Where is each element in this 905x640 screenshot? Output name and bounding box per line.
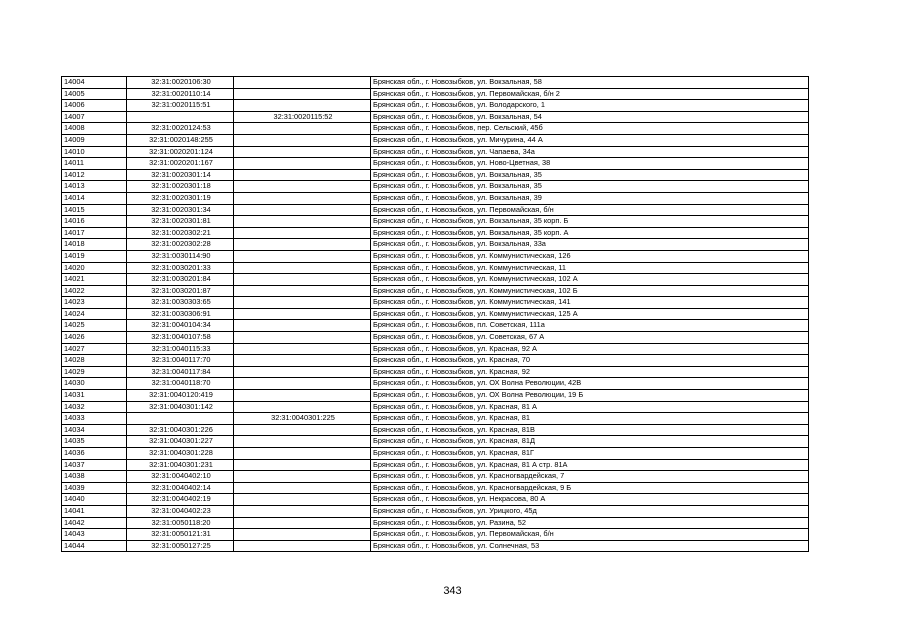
- cell-cadastral-number: 32:31:0020110:14: [127, 88, 234, 100]
- cell-record-number: 14041: [62, 505, 127, 517]
- cell-cadastral-number: 32:31:0050127:25: [127, 540, 234, 552]
- cell-address: Брянская обл., г. Новозыбков, ул. Коммунистическая, 102 А: [371, 274, 809, 286]
- cell-address: Брянская обл., г. Новозыбков, ул. Красная, 92 А: [371, 343, 809, 355]
- table-row: [62, 216, 809, 228]
- cell-cadastral-number: 32:31:0040402:14: [127, 482, 234, 494]
- cell-cadastral-number: 32:31:0020115:51: [127, 100, 234, 112]
- table-row: [62, 332, 809, 344]
- cell-cadastral-number: 32:31:0030114:90: [127, 250, 234, 262]
- cell-record-number: 14024: [62, 308, 127, 320]
- cell-cadastral-number: 32:31:0040301:226: [127, 424, 234, 436]
- table-row: [62, 297, 809, 309]
- table-row: [62, 88, 809, 100]
- cell-cadastral-number-alt: [234, 169, 371, 181]
- cell-record-number: 14008: [62, 123, 127, 135]
- table-row: [62, 459, 809, 471]
- cell-record-number: 14028: [62, 355, 127, 367]
- table-row: [62, 505, 809, 517]
- cell-address: Брянская обл., г. Новозыбков, ул. Красногвардейская, 7: [371, 471, 809, 483]
- table-row: [62, 378, 809, 390]
- cell-cadastral-number-alt: [234, 448, 371, 460]
- cell-address: Брянская обл., г. Новозыбков, ул. Красногвардейская, 9 Б: [371, 482, 809, 494]
- cell-address: Брянская обл., г. Новозыбков, ул. ОХ Волна Революции, 42В: [371, 378, 809, 390]
- cell-address: Брянская обл., г. Новозыбков, пер. Сельский, 45б: [371, 123, 809, 135]
- cell-record-number: 14020: [62, 262, 127, 274]
- table-row: [62, 482, 809, 494]
- cell-cadastral-number-alt: [234, 332, 371, 344]
- cell-record-number: 14009: [62, 134, 127, 146]
- cell-cadastral-number: 32:31:0030201:33: [127, 262, 234, 274]
- table-row: [62, 134, 809, 146]
- cell-cadastral-number-alt: [234, 378, 371, 390]
- cell-cadastral-number-alt: [234, 355, 371, 367]
- cell-cadastral-number-alt: [234, 482, 371, 494]
- table-row: [62, 274, 809, 286]
- table-row: [62, 285, 809, 297]
- table-row: [62, 262, 809, 274]
- cell-cadastral-number: 32:31:0040301:227: [127, 436, 234, 448]
- cell-cadastral-number: 32:31:0040120:419: [127, 390, 234, 402]
- cell-cadastral-number-alt: [234, 262, 371, 274]
- cell-cadastral-number: 32:31:0020301:34: [127, 204, 234, 216]
- cell-record-number: 14006: [62, 100, 127, 112]
- cell-record-number: 14016: [62, 216, 127, 228]
- table-row: [62, 540, 809, 552]
- cell-address: Брянская обл., г. Новозыбков, ул. Разина, 52: [371, 517, 809, 529]
- table-row: [62, 181, 809, 193]
- table-row: [62, 192, 809, 204]
- cell-record-number: 14011: [62, 158, 127, 170]
- cell-cadastral-number-alt: [234, 343, 371, 355]
- cell-record-number: 14030: [62, 378, 127, 390]
- cell-address: Брянская обл., г. Новозыбков, ул. Вокзальная, 39: [371, 192, 809, 204]
- cell-cadastral-number: 32:31:0040301:231: [127, 459, 234, 471]
- table-row: [62, 390, 809, 402]
- cell-cadastral-number-alt: [234, 192, 371, 204]
- cell-address: Брянская обл., г. Новозыбков, ул. Чапаева, 34а: [371, 146, 809, 158]
- table-row: [62, 77, 809, 89]
- cell-address: Брянская обл., г. Новозыбков, ул. Коммунистическая, 141: [371, 297, 809, 309]
- cell-record-number: 14029: [62, 366, 127, 378]
- cell-record-number: 14019: [62, 250, 127, 262]
- cell-cadastral-number-alt: [234, 158, 371, 170]
- cell-cadastral-number-alt: [234, 204, 371, 216]
- cell-address: Брянская обл., г. Новозыбков, ул. Красная, 81Д: [371, 436, 809, 448]
- cell-cadastral-number-alt: [234, 250, 371, 262]
- cell-record-number: 14025: [62, 320, 127, 332]
- cell-address: Брянская обл., г. Новозыбков, ул. Вокзальная, 35: [371, 169, 809, 181]
- cell-address: Брянская обл., г. Новозыбков, ул. Красная, 81В: [371, 424, 809, 436]
- cell-address: Брянская обл., г. Новозыбков, ул. Урицкого, 45д: [371, 505, 809, 517]
- cell-cadastral-number-alt: [234, 401, 371, 413]
- cell-cadastral-number: 32:31:0020201:124: [127, 146, 234, 158]
- table-row: [62, 355, 809, 367]
- table-row: [62, 413, 809, 425]
- page-number: 343: [443, 585, 462, 597]
- cell-cadastral-number: 32:31:0040301:142: [127, 401, 234, 413]
- cell-record-number: 14012: [62, 169, 127, 181]
- cell-record-number: 14007: [62, 111, 127, 123]
- cell-address: Брянская обл., г. Новозыбков, ул. Коммунистическая, 126: [371, 250, 809, 262]
- cell-record-number: 14017: [62, 227, 127, 239]
- cell-address: Брянская обл., г. Новозыбков, ул. Красная, 81 А стр. 81А: [371, 459, 809, 471]
- table-row: [62, 204, 809, 216]
- cell-record-number: 14033: [62, 413, 127, 425]
- cell-record-number: 14023: [62, 297, 127, 309]
- cell-cadastral-number-alt: [234, 424, 371, 436]
- cell-cadastral-number-alt: [234, 297, 371, 309]
- cell-cadastral-number: 32:31:0040402:10: [127, 471, 234, 483]
- cell-cadastral-number-alt: [234, 146, 371, 158]
- cell-cadastral-number: 32:31:0040115:33: [127, 343, 234, 355]
- cell-cadastral-number: 32:31:0020301:19: [127, 192, 234, 204]
- cell-cadastral-number-alt: [234, 529, 371, 541]
- cell-address: Брянская обл., г. Новозыбков, ул. Ново-Цветная, 38: [371, 158, 809, 170]
- cell-record-number: 14031: [62, 390, 127, 402]
- cell-cadastral-number-alt: [234, 239, 371, 251]
- cell-record-number: 14005: [62, 88, 127, 100]
- cell-cadastral-number: 32:31:0020301:18: [127, 181, 234, 193]
- cell-record-number: 14004: [62, 77, 127, 89]
- cell-cadastral-number: 32:31:0040402:23: [127, 505, 234, 517]
- cell-address: Брянская обл., г. Новозыбков, ул. Солнечная, 53: [371, 540, 809, 552]
- cell-cadastral-number: 32:31:0030303:65: [127, 297, 234, 309]
- cell-cadastral-number-alt: [234, 494, 371, 506]
- cell-address: Брянская обл., г. Новозыбков, ул. Коммунистическая, 125 А: [371, 308, 809, 320]
- cell-record-number: 14013: [62, 181, 127, 193]
- cell-address: Брянская обл., г. Новозыбков, ул. Первомайская, б/н 2: [371, 88, 809, 100]
- cell-cadastral-number-alt: 32:31:0020115:52: [234, 111, 371, 123]
- cell-cadastral-number: 32:31:0040117:70: [127, 355, 234, 367]
- table-row: [62, 494, 809, 506]
- cell-record-number: 14036: [62, 448, 127, 460]
- cell-cadastral-number-alt: [234, 517, 371, 529]
- cell-cadastral-number-alt: [234, 471, 371, 483]
- cell-address: Брянская обл., г. Новозыбков, ул. Первомайская, б/н: [371, 529, 809, 541]
- cell-cadastral-number-alt: [234, 459, 371, 471]
- cell-address: Брянская обл., г. Новозыбков, ул. Коммунистическая, 102 Б: [371, 285, 809, 297]
- cell-address: Брянская обл., г. Новозыбков, ул. Вокзальная, 54: [371, 111, 809, 123]
- cell-record-number: 14015: [62, 204, 127, 216]
- table-row: [62, 239, 809, 251]
- table-row: [62, 343, 809, 355]
- table-row: [62, 111, 809, 123]
- cell-address: Брянская обл., г. Новозыбков, ул. Первомайская, б/н: [371, 204, 809, 216]
- cell-cadastral-number-alt: [234, 390, 371, 402]
- cell-record-number: 14043: [62, 529, 127, 541]
- cell-cadastral-number: 32:31:0040107:58: [127, 332, 234, 344]
- cell-record-number: 14014: [62, 192, 127, 204]
- cell-cadastral-number: 32:31:0040402:19: [127, 494, 234, 506]
- cell-cadastral-number-alt: [234, 216, 371, 228]
- cell-address: Брянская обл., г. Новозыбков, ул. Красная, 92: [371, 366, 809, 378]
- cell-record-number: 14034: [62, 424, 127, 436]
- cell-address: Брянская обл., г. Новозыбков, ул. Вокзальная, 35: [371, 181, 809, 193]
- cell-cadastral-number: 32:31:0020148:255: [127, 134, 234, 146]
- table-row: [62, 123, 809, 135]
- cell-cadastral-number-alt: [234, 540, 371, 552]
- cell-cadastral-number-alt: [234, 100, 371, 112]
- cell-address: Брянская обл., г. Новозыбков, ул. Мичурина, 44 А: [371, 134, 809, 146]
- cell-record-number: 14022: [62, 285, 127, 297]
- cell-cadastral-number: 32:31:0020201:167: [127, 158, 234, 170]
- cell-cadastral-number: 32:31:0020302:21: [127, 227, 234, 239]
- cell-record-number: 14044: [62, 540, 127, 552]
- cell-cadastral-number-alt: [234, 77, 371, 89]
- cell-address: Брянская обл., г. Новозыбков, ул. ОХ Волна Революции, 19 Б: [371, 390, 809, 402]
- cell-record-number: 14038: [62, 471, 127, 483]
- cell-address: Брянская обл., г. Новозыбков, ул. Вокзальная, 35 корп. Б: [371, 216, 809, 228]
- cell-cadastral-number: 32:31:0020301:81: [127, 216, 234, 228]
- cell-cadastral-number: 32:31:0040117:84: [127, 366, 234, 378]
- cell-cadastral-number: 32:31:0040118:70: [127, 378, 234, 390]
- cell-address: Брянская обл., г. Новозыбков, ул. Советская, 67 А: [371, 332, 809, 344]
- cell-cadastral-number: 32:31:0020106:30: [127, 77, 234, 89]
- cell-cadastral-number-alt: [234, 227, 371, 239]
- table-row: [62, 366, 809, 378]
- cell-record-number: 14039: [62, 482, 127, 494]
- table-row: [62, 308, 809, 320]
- cell-cadastral-number-alt: [234, 134, 371, 146]
- registry-table: [61, 76, 809, 552]
- table-row: [62, 517, 809, 529]
- table-row: [62, 436, 809, 448]
- cell-cadastral-number: [127, 413, 234, 425]
- cell-cadastral-number: [127, 111, 234, 123]
- table-row: [62, 100, 809, 112]
- cell-cadastral-number-alt: [234, 181, 371, 193]
- cell-cadastral-number: 32:31:0050118:20: [127, 517, 234, 529]
- table-row: [62, 529, 809, 541]
- cell-record-number: 14032: [62, 401, 127, 413]
- cell-record-number: 14010: [62, 146, 127, 158]
- cell-cadastral-number-alt: [234, 366, 371, 378]
- cell-cadastral-number-alt: 32:31:0040301:225: [234, 413, 371, 425]
- cell-cadastral-number: 32:31:0020124:53: [127, 123, 234, 135]
- table-row: [62, 424, 809, 436]
- cell-address: Брянская обл., г. Новозыбков, ул. Вокзальная, 33а: [371, 239, 809, 251]
- cell-cadastral-number-alt: [234, 88, 371, 100]
- cell-cadastral-number: 32:31:0020302:28: [127, 239, 234, 251]
- cell-cadastral-number-alt: [234, 274, 371, 286]
- cell-cadastral-number-alt: [234, 320, 371, 332]
- cell-cadastral-number: 32:31:0030306:91: [127, 308, 234, 320]
- table-row: [62, 320, 809, 332]
- cell-record-number: 14040: [62, 494, 127, 506]
- cell-cadastral-number-alt: [234, 505, 371, 517]
- cell-cadastral-number-alt: [234, 436, 371, 448]
- cell-address: Брянская обл., г. Новозыбков, ул. Вокзальная, 58: [371, 77, 809, 89]
- cell-record-number: 14027: [62, 343, 127, 355]
- cell-address: Брянская обл., г. Новозыбков, пл. Советская, 111а: [371, 320, 809, 332]
- cell-address: Брянская обл., г. Новозыбков, ул. Красная, 81Г: [371, 448, 809, 460]
- cell-cadastral-number-alt: [234, 123, 371, 135]
- cell-cadastral-number: 32:31:0050121:31: [127, 529, 234, 541]
- cell-address: Брянская обл., г. Новозыбков, ул. Красная, 81 А: [371, 401, 809, 413]
- cell-record-number: 14018: [62, 239, 127, 251]
- cell-record-number: 14042: [62, 517, 127, 529]
- table-row: [62, 158, 809, 170]
- table-row: [62, 448, 809, 460]
- registry-table-body: [62, 77, 809, 552]
- cell-cadastral-number: 32:31:0040104:34: [127, 320, 234, 332]
- cell-address: Брянская обл., г. Новозыбков, ул. Красная, 70: [371, 355, 809, 367]
- cell-record-number: 14021: [62, 274, 127, 286]
- table-row: [62, 146, 809, 158]
- cell-address: Брянская обл., г. Новозыбков, ул. Володарского, 1: [371, 100, 809, 112]
- cell-record-number: 14026: [62, 332, 127, 344]
- table-row: [62, 471, 809, 483]
- cell-address: Брянская обл., г. Новозыбков, ул. Красная, 81: [371, 413, 809, 425]
- table-row: [62, 169, 809, 181]
- cell-address: Брянская обл., г. Новозыбков, ул. Вокзальная, 35 корп. А: [371, 227, 809, 239]
- cell-address: Брянская обл., г. Новозыбков, ул. Коммунистическая, 11: [371, 262, 809, 274]
- cell-record-number: 14035: [62, 436, 127, 448]
- table-row: [62, 227, 809, 239]
- cell-record-number: 14037: [62, 459, 127, 471]
- cell-cadastral-number-alt: [234, 285, 371, 297]
- cell-cadastral-number: 32:31:0040301:228: [127, 448, 234, 460]
- cell-address: Брянская обл., г. Новозыбков, ул. Некрасова, 80 А: [371, 494, 809, 506]
- cell-cadastral-number: 32:31:0020301:14: [127, 169, 234, 181]
- table-row: [62, 401, 809, 413]
- table-row: [62, 250, 809, 262]
- cell-cadastral-number: 32:31:0030201:84: [127, 274, 234, 286]
- cell-cadastral-number-alt: [234, 308, 371, 320]
- cell-cadastral-number: 32:31:0030201:87: [127, 285, 234, 297]
